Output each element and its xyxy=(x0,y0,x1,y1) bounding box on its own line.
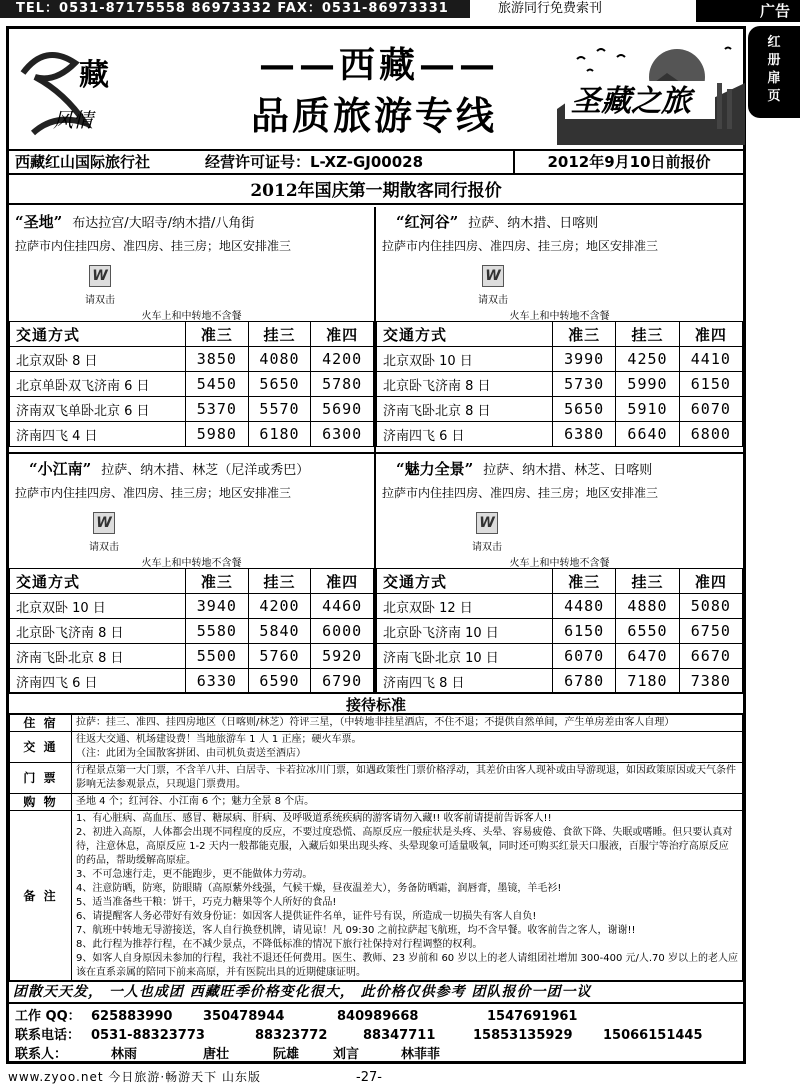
reception-title: 接待标准 xyxy=(9,692,743,714)
route: 济南四飞 6 日 xyxy=(377,422,553,447)
price: 4200 xyxy=(248,594,311,619)
remark-line: 4、注意防晒，防寒，防眼睛（高原紫外线强，气候干燥，昼夜温差大），务备防晒霜，润唇膏，墨镜，羊毛衫! xyxy=(76,883,562,894)
price: 4200 xyxy=(311,347,374,372)
price: 5910 xyxy=(616,397,679,422)
offer-banner: 2012年国庆第一期散客同行报价 xyxy=(9,177,743,205)
price: 3850 xyxy=(186,347,249,372)
route: 济南四飞 4 日 xyxy=(10,422,186,447)
phone-number: 15066151445 xyxy=(603,1028,703,1043)
price: 6180 xyxy=(248,422,311,447)
price: 5980 xyxy=(186,422,249,447)
table-header: 挂三 xyxy=(616,569,679,594)
reception-label: 购 物 xyxy=(10,794,72,811)
route: 北京卧飞济南 8 日 xyxy=(377,372,553,397)
table-row xyxy=(377,372,743,397)
price: 4250 xyxy=(616,347,679,372)
remark-line: 2、初进入高原，人体都会出现不同程度的反应，不要过度恐慌、高原反应一般症状是头疼、头晕、容易疲倦、食欲下降、失眠或嗜睡。但只要认真对待，注意休息，高原反应 1-2 天内一般都能克服，入藏后如果出现头疼、头晕现象可适量吸氧，同时还可购买红景天口服液，百服宁等治疗高原反应的药品，帮助缓解高原症。 xyxy=(76,827,733,866)
reception-line: 行程景点第一大门票，不含羊八井、白居寺、卡若拉冰川门票，如遇政策性门票价格浮动，其差价由客人现补或由导游现退，如因政策原因或天气条件影响无法参观景点，只现退门票费用。 xyxy=(76,765,736,790)
remark-line: 6、请提醒客人务必带好有效身份证：如因客人提供证件名单，证件号有误，所造成一切损失有客人自负! xyxy=(76,911,537,922)
remark-line: 9、如客人自身原因未参加的行程，我社不退还任何费用。医生、教师、23 岁前和 60 岁以上的老人请组团社增加 300-400 元/人.70 岁以上的老人应该在直系亲属的陪同下前来高原，并有医院出具的近期健康证明。 xyxy=(76,953,738,978)
person-name: 刘言 xyxy=(333,1047,360,1062)
price: 5650 xyxy=(553,397,616,422)
train-note: 火车上和中转地不含餐 xyxy=(141,558,242,569)
table-row xyxy=(377,669,743,694)
package-sights: 拉萨、纳木措、林芝（尼洋或秀巴） xyxy=(101,463,310,478)
price: 6550 xyxy=(616,619,679,644)
package-name: “小江南” xyxy=(29,460,92,478)
table-header: 交通方式 xyxy=(10,569,186,594)
phone-number: 88347711 xyxy=(363,1028,436,1043)
double-click-label: 请双击 xyxy=(472,542,502,553)
table-header: 准三 xyxy=(553,569,616,594)
price: 3990 xyxy=(553,347,616,372)
route: 北京双卧 12 日 xyxy=(377,594,553,619)
remark-line: 3、不可急速行走，更不能跑步，更不能做体力劳动。 xyxy=(76,869,313,880)
table-row xyxy=(10,669,374,694)
price: 7180 xyxy=(616,669,679,694)
logo-right-text: 圣藏之旅 xyxy=(571,84,691,119)
table-row xyxy=(10,644,374,669)
price: 3940 xyxy=(186,594,249,619)
price: 5780 xyxy=(311,372,374,397)
word-doc-icon[interactable]: W xyxy=(93,512,115,534)
word-doc-icon[interactable]: W xyxy=(476,512,498,534)
price: 5570 xyxy=(248,397,311,422)
reception-line: 往返大交通、机场建设费！当地旅游车 1 人 1 正座；硬火车票。 xyxy=(76,734,362,745)
price: 5080 xyxy=(679,594,742,619)
route: 北京卧飞济南 10 日 xyxy=(377,619,553,644)
table-header: 准四 xyxy=(679,322,742,347)
package-xiaojiangnan xyxy=(9,452,376,692)
price: 6070 xyxy=(553,644,616,669)
table-row xyxy=(377,422,743,447)
route: 济南飞卧北京 10 日 xyxy=(377,644,553,669)
reception-line: 圣地 4 个；红河谷、小江南 6 个；魅力全景 8 个店。 xyxy=(76,796,315,807)
table-header: 准三 xyxy=(553,322,616,347)
reception-row xyxy=(10,715,743,732)
price: 5990 xyxy=(616,372,679,397)
tibet-style-logo xyxy=(15,33,135,141)
table-header-row xyxy=(10,569,374,594)
person-row xyxy=(15,1045,743,1064)
table-row xyxy=(10,397,374,422)
word-doc-icon[interactable]: W xyxy=(89,265,111,287)
package-hotel: 拉萨市内住挂四房、准四房、挂三房；地区安排准三 xyxy=(15,486,292,500)
license-number: 经营许可证号：L-XZ-GJ00028 xyxy=(205,153,424,171)
person-name: 阮雄 xyxy=(273,1047,300,1062)
price: 6150 xyxy=(553,619,616,644)
person-name: 唐壮 xyxy=(203,1047,230,1062)
table-row xyxy=(10,372,374,397)
header xyxy=(9,29,743,151)
phone-number: 0531-88323773 xyxy=(91,1028,205,1043)
footer-url[interactable]: www.zyoo.net 今日旅游·畅游天下 山东版 xyxy=(8,1070,261,1084)
package-hotel: 拉萨市内住挂四房、准四房、挂三房；地区安排准三 xyxy=(382,239,659,253)
reception-line: （注：此团为全国散客拼团、由司机负责送至酒店） xyxy=(76,748,306,759)
price: 6750 xyxy=(679,619,742,644)
table-row xyxy=(377,594,743,619)
table-header: 交通方式 xyxy=(377,569,553,594)
price: 5580 xyxy=(186,619,249,644)
reception-label: 备 注 xyxy=(10,811,72,982)
phone-number: 15853135929 xyxy=(473,1028,573,1043)
double-click-label: 请双击 xyxy=(89,542,119,553)
price: 6790 xyxy=(311,669,374,694)
reception-row xyxy=(10,732,743,763)
qq-number: 625883990 xyxy=(91,1009,173,1024)
qq-number: 350478944 xyxy=(203,1009,285,1024)
package-meiliquanjing xyxy=(376,452,743,692)
table-header: 准四 xyxy=(311,569,374,594)
price: 5730 xyxy=(553,372,616,397)
double-click-label: 请双击 xyxy=(478,295,508,306)
price: 6070 xyxy=(679,397,742,422)
price: 4410 xyxy=(679,347,742,372)
price: 4880 xyxy=(616,594,679,619)
word-doc-icon[interactable]: W xyxy=(482,265,504,287)
title-line-2: 品质旅游专线 xyxy=(250,93,497,138)
table-header-row xyxy=(377,569,743,594)
table-header: 交通方式 xyxy=(377,322,553,347)
table-header-row xyxy=(377,322,743,347)
info-bar xyxy=(9,149,743,175)
price: 5450 xyxy=(186,372,249,397)
price: 5920 xyxy=(311,644,374,669)
package-hotel: 拉萨市内住挂四房、准四房、挂三房；地区安排准三 xyxy=(382,486,659,500)
table-row xyxy=(377,397,743,422)
reception-row xyxy=(10,794,743,811)
price: 5690 xyxy=(311,397,374,422)
price: 6590 xyxy=(248,669,311,694)
table-header: 挂三 xyxy=(616,322,679,347)
table-header-row xyxy=(10,322,374,347)
phone-label: 联系电话： xyxy=(15,1028,81,1043)
train-note: 火车上和中转地不含餐 xyxy=(509,558,610,569)
qq-row xyxy=(15,1007,743,1026)
qq-number: 1547691961 xyxy=(487,1009,578,1024)
double-click-label: 请双击 xyxy=(85,295,115,306)
phone-number: 88323772 xyxy=(255,1028,328,1043)
route: 济南双飞单卧北京 6 日 xyxy=(10,397,186,422)
agency-name: 西藏红山国际旅行社 xyxy=(15,153,151,171)
route: 北京双卧 10 日 xyxy=(10,594,186,619)
person-label: 联系人： xyxy=(15,1047,68,1062)
table-header: 准四 xyxy=(679,569,742,594)
title-line-1: ——西藏—— xyxy=(258,44,499,86)
person-name: 林雨 xyxy=(111,1047,138,1062)
table-row xyxy=(377,644,743,669)
package-sights: 布达拉宫/大昭寺/纳木措/八角街 xyxy=(72,216,255,231)
reception-label: 门 票 xyxy=(10,763,72,794)
holy-tibet-logo xyxy=(557,33,745,145)
price: 6380 xyxy=(553,422,616,447)
top-strip xyxy=(0,0,800,22)
reception-label: 住 宿 xyxy=(10,715,72,732)
route: 北京单卧双飞济南 6 日 xyxy=(10,372,186,397)
person-name: 林菲菲 xyxy=(401,1047,441,1062)
qq-number: 840989668 xyxy=(337,1009,419,1024)
price: 5760 xyxy=(248,644,311,669)
price-table xyxy=(376,321,743,447)
remark-line: 7、航班中转地无导游接送，客人自行换登机牌，请见谅！凡 09:30 之前拉萨起飞航班，均不含早餐。收客前告之客人，谢谢!! xyxy=(76,925,636,936)
route: 济南飞卧北京 8 日 xyxy=(377,397,553,422)
reception-label: 交 通 xyxy=(10,732,72,763)
price: 6640 xyxy=(616,422,679,447)
page-number: -27- xyxy=(356,1070,382,1085)
reception-line: 拉萨：挂三、准四、挂四房地区（日喀则/林芝）符评三星，（中转地非挂星酒店，不住不退；不提供自然单间，产生单房差由客人自理） xyxy=(76,717,675,728)
price: 7380 xyxy=(679,669,742,694)
price-table xyxy=(9,568,374,694)
route: 北京双卧 8 日 xyxy=(10,347,186,372)
route: 济南飞卧北京 8 日 xyxy=(10,644,186,669)
side-tab-char: 红 xyxy=(767,35,781,50)
table-header: 挂三 xyxy=(248,322,311,347)
table-header: 准三 xyxy=(186,569,249,594)
table-row xyxy=(10,619,374,644)
ad-tag: 广告 xyxy=(696,0,800,22)
table-header: 交通方式 xyxy=(10,322,186,347)
train-note: 火车上和中转地不含餐 xyxy=(509,311,610,322)
table-row xyxy=(377,619,743,644)
price: 6300 xyxy=(311,422,374,447)
price-table xyxy=(376,568,743,694)
price: 6000 xyxy=(311,619,374,644)
top-contact-bar: TEL：0531-87175558 86973332 FAX：0531-86973331 xyxy=(0,0,470,18)
table-row xyxy=(10,347,374,372)
price: 5370 xyxy=(186,397,249,422)
slogan-bar: 团散天天发， 一人也成团 西藏旺季价格变化很大， 此价格仅供参考 团队报价一团一议 xyxy=(9,980,743,1004)
phone-row xyxy=(15,1026,743,1045)
remark-line: 8、此行程为推荐行程，在不减少景点，不降低标准的情况下旅行社保持对行程调整的权利。 xyxy=(76,939,483,950)
package-sights: 拉萨、纳木措、林芝、日喀则 xyxy=(483,463,653,478)
reception-table xyxy=(9,714,743,982)
logo-sub: 风情 xyxy=(53,108,93,132)
price-table xyxy=(9,321,374,447)
package-name: “圣地” xyxy=(15,213,63,231)
ad-frame xyxy=(6,26,746,1064)
price: 4080 xyxy=(248,347,311,372)
package-hotel: 拉萨市内住挂四房、准四房、挂三房；地区安排准三 xyxy=(15,239,292,253)
table-header: 准三 xyxy=(186,322,249,347)
page-footer xyxy=(0,1068,800,1087)
side-tab xyxy=(748,26,800,118)
train-note: 火车上和中转地不含餐 xyxy=(141,311,242,322)
remark-line: 1、有心脏病、高血压、感冒、糖尿病、肝病、及呼吸道系统疾病的游客请勿入藏!! 收客前请提前告诉客人!! xyxy=(76,813,552,824)
reception-row xyxy=(10,811,743,982)
package-name: “魅力全景” xyxy=(396,460,474,478)
price: 6800 xyxy=(679,422,742,447)
top-slogan: 旅游同行免费索刊 xyxy=(498,1,603,16)
side-tab-char: 页 xyxy=(767,89,781,104)
remark-line: 5、适当准备些干粮：饼干，巧克力糖果等个人所好的食品! xyxy=(76,897,337,908)
package-name: “红河谷” xyxy=(396,213,459,231)
route: 济南四飞 6 日 xyxy=(10,669,186,694)
logo-char: 藏 xyxy=(79,58,109,93)
price: 4460 xyxy=(311,594,374,619)
reception-row xyxy=(10,763,743,794)
price: 6470 xyxy=(616,644,679,669)
table-row xyxy=(10,594,374,619)
price: 6150 xyxy=(679,372,742,397)
price: 4480 xyxy=(553,594,616,619)
quote-date: 2012年9月10日前报价 xyxy=(513,151,743,173)
contacts-block xyxy=(15,1007,743,1064)
route: 济南四飞 8 日 xyxy=(377,669,553,694)
package-sights: 拉萨、纳木措、日喀则 xyxy=(468,216,599,231)
package-shengdi xyxy=(9,207,376,452)
route: 北京卧飞济南 8 日 xyxy=(10,619,186,644)
price: 5500 xyxy=(186,644,249,669)
price: 6330 xyxy=(186,669,249,694)
price: 6780 xyxy=(553,669,616,694)
price: 5840 xyxy=(248,619,311,644)
table-header: 挂三 xyxy=(248,569,311,594)
table-row xyxy=(10,422,374,447)
price: 6670 xyxy=(679,644,742,669)
price: 5650 xyxy=(248,372,311,397)
table-row xyxy=(377,347,743,372)
package-honghegu xyxy=(376,207,743,452)
side-tab-char: 扉 xyxy=(767,71,781,86)
reception-standards xyxy=(9,692,743,982)
qq-label: 工作 QQ： xyxy=(15,1009,81,1024)
side-tab-char: 册 xyxy=(767,53,781,68)
route: 北京双卧 10 日 xyxy=(377,347,553,372)
table-header: 准四 xyxy=(311,322,374,347)
